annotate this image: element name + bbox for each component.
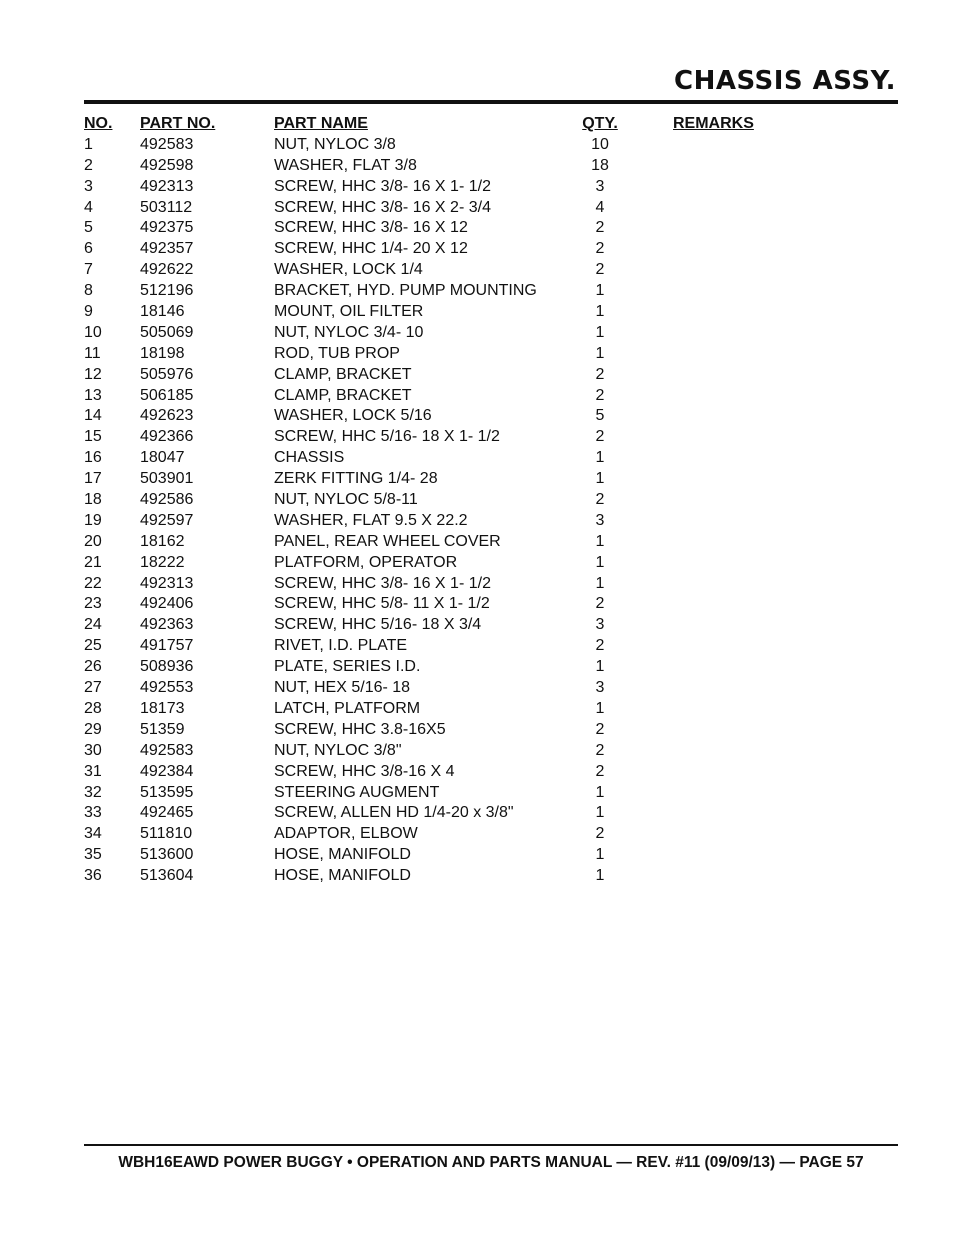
row-part-name: WASHER, FLAT 3/8 [274, 156, 417, 174]
column-header-remarks: REMARKS [673, 115, 754, 132]
row-part-no: 511810 [140, 825, 193, 843]
row-qty: 2 [595, 365, 605, 383]
table-row [84, 741, 784, 762]
row-qty: 1 [595, 344, 605, 362]
row-part-name: LATCH, PLATFORM [274, 699, 421, 717]
row-part-name: WASHER, FLAT 9.5 X 22.2 [274, 511, 468, 529]
row-part-no: 492597 [140, 511, 194, 529]
row-qty: 2 [595, 386, 605, 404]
row-part-no: 505976 [140, 365, 194, 383]
row-item-no: 7 [84, 261, 93, 279]
row-qty: 2 [595, 762, 605, 780]
row-item-no: 23 [84, 595, 102, 613]
column-header-no: NO. [84, 115, 113, 132]
row-part-name: SCREW, HHC 5/16- 18 X 1- 1/2 [274, 428, 500, 446]
row-qty: 1 [595, 846, 605, 864]
row-part-no: 492598 [140, 156, 194, 174]
row-part-no: 492363 [140, 616, 194, 634]
row-part-no: 492313 [140, 574, 194, 592]
table-row [84, 803, 784, 824]
row-part-name: SCREW, HHC 3/8- 16 X 2- 3/4 [274, 198, 491, 216]
row-part-no: 492366 [140, 428, 194, 446]
table-row [84, 490, 784, 511]
row-part-name: SCREW, HHC 3/8-16 X 4 [274, 762, 455, 780]
table-row [84, 720, 784, 741]
row-part-name: CLAMP, BRACKET [274, 386, 412, 404]
table-row [84, 281, 784, 302]
row-part-no: 503112 [140, 198, 193, 216]
row-item-no: 32 [84, 783, 102, 801]
row-qty: 1 [595, 804, 605, 822]
row-part-name: RIVET, I.D. PLATE [274, 637, 408, 655]
row-qty: 2 [595, 741, 605, 759]
row-part-no: 18162 [140, 532, 185, 550]
row-part-name: SCREW, HHC 1/4- 20 X 12 [274, 240, 468, 258]
column-header-part-name: PART NAME [274, 115, 368, 132]
row-qty: 2 [595, 720, 605, 738]
table-body [84, 135, 784, 887]
row-part-name: ADAPTOR, ELBOW [274, 825, 418, 843]
row-part-name: CLAMP, BRACKET [274, 365, 412, 383]
row-part-name: NUT, HEX 5/16- 18 [274, 679, 411, 697]
row-qty: 1 [595, 553, 605, 571]
table-row [84, 302, 784, 323]
table-row [84, 135, 784, 156]
page-footer: WBH16EAWD POWER BUGGY • OPERATION AND PARTS MANUAL — REV. #11 (09/09/13) — PAGE 57 [118, 1154, 864, 1171]
table-row [84, 177, 784, 198]
table-row [84, 323, 784, 344]
table-row [84, 406, 784, 427]
row-part-name: SCREW, HHC 5/8- 11 X 1- 1/2 [274, 595, 490, 613]
row-item-no: 36 [84, 867, 102, 885]
row-qty: 1 [595, 783, 605, 801]
row-qty: 2 [595, 261, 605, 279]
table-row [84, 762, 784, 783]
row-qty: 1 [595, 867, 605, 885]
table-row [84, 574, 784, 595]
row-part-no: 512196 [140, 282, 194, 300]
row-item-no: 30 [84, 741, 102, 759]
table-row [84, 511, 784, 532]
row-part-no: 492583 [140, 741, 194, 759]
table-row [84, 783, 784, 804]
column-header-part-no: PART NO. [140, 115, 216, 132]
row-qty: 1 [595, 303, 605, 321]
row-part-name: HOSE, MANIFOLD [274, 846, 411, 864]
row-qty: 1 [595, 323, 605, 341]
row-part-name: STEERING AUGMENT [274, 783, 440, 801]
row-part-name: WASHER, LOCK 1/4 [274, 261, 423, 279]
row-qty: 2 [595, 240, 605, 258]
table-row [84, 866, 784, 887]
row-part-no: 51359 [140, 720, 185, 738]
footer-rule [84, 1144, 898, 1146]
row-item-no: 4 [84, 198, 93, 216]
row-qty: 2 [595, 428, 605, 446]
row-qty: 10 [591, 135, 609, 153]
row-item-no: 29 [84, 720, 102, 738]
row-item-no: 15 [84, 428, 102, 446]
row-part-name: NUT, NYLOC 5/8-11 [274, 491, 418, 509]
row-qty: 18 [591, 156, 609, 174]
row-part-no: 513604 [140, 867, 194, 885]
table-row [84, 156, 784, 177]
row-part-no: 505069 [140, 323, 194, 341]
row-item-no: 13 [84, 386, 102, 404]
table-row [84, 427, 784, 448]
row-item-no: 24 [84, 616, 102, 634]
row-part-no: 492583 [140, 135, 194, 153]
row-item-no: 35 [84, 846, 102, 864]
row-qty: 3 [595, 511, 605, 529]
row-item-no: 19 [84, 511, 102, 529]
row-part-no: 492553 [140, 679, 194, 697]
row-part-name: SCREW, HHC 3/8- 16 X 12 [274, 219, 468, 237]
row-qty: 1 [595, 532, 605, 550]
row-part-name: PANEL, REAR WHEEL COVER [274, 532, 501, 550]
row-item-no: 12 [84, 365, 102, 383]
row-part-no: 503901 [140, 470, 194, 488]
row-item-no: 18 [84, 491, 102, 509]
page-title: CHASSIS ASSY. [673, 66, 896, 96]
row-part-no: 492623 [140, 407, 194, 425]
row-part-no: 18146 [140, 303, 185, 321]
row-part-name: HOSE, MANIFOLD [274, 867, 411, 885]
row-qty: 3 [595, 616, 605, 634]
row-qty: 1 [595, 470, 605, 488]
row-part-name: SCREW, HHC 5/16- 18 X 3/4 [274, 616, 482, 634]
row-part-name: BRACKET, HYD. PUMP MOUNTING [274, 282, 537, 300]
row-item-no: 1 [84, 135, 93, 153]
row-item-no: 6 [84, 240, 93, 258]
row-qty: 1 [595, 574, 605, 592]
row-item-no: 14 [84, 407, 102, 425]
row-item-no: 3 [84, 177, 93, 195]
row-item-no: 10 [84, 323, 102, 341]
row-part-no: 492465 [140, 804, 194, 822]
table-row [84, 594, 784, 615]
row-item-no: 5 [84, 219, 93, 237]
row-part-no: 513595 [140, 783, 194, 801]
row-part-name: CHASSIS [274, 449, 345, 467]
row-item-no: 8 [84, 282, 93, 300]
row-part-no: 492406 [140, 595, 194, 613]
table-row [84, 615, 784, 636]
table-row [84, 198, 784, 219]
table-row [84, 365, 784, 386]
row-part-no: 18047 [140, 449, 185, 467]
parts-table [84, 114, 784, 887]
table-row [84, 386, 784, 407]
header-rule [84, 100, 898, 104]
row-part-name: NUT, NYLOC 3/4- 10 [274, 323, 424, 341]
row-part-name: SCREW, HHC 3/8- 16 X 1- 1/2 [274, 177, 491, 195]
table-row [84, 553, 784, 574]
row-qty: 2 [595, 595, 605, 613]
row-part-no: 492375 [140, 219, 194, 237]
row-part-no: 508936 [140, 658, 194, 676]
row-qty: 3 [595, 679, 605, 697]
row-part-name: ZERK FITTING 1/4- 28 [274, 470, 438, 488]
table-header-row [84, 114, 784, 135]
table-row [84, 448, 784, 469]
row-qty: 3 [595, 177, 605, 195]
row-part-no: 492622 [140, 261, 194, 279]
table-row [84, 260, 784, 281]
row-item-no: 25 [84, 637, 102, 655]
row-qty: 4 [595, 198, 605, 216]
row-item-no: 27 [84, 679, 102, 697]
table-row [84, 824, 784, 845]
row-item-no: 2 [84, 156, 93, 174]
table-row [84, 636, 784, 657]
row-part-name: SCREW, ALLEN HD 1/4-20 x 3/8" [274, 804, 514, 822]
row-part-no: 492384 [140, 762, 194, 780]
row-item-no: 20 [84, 532, 102, 550]
row-item-no: 33 [84, 804, 102, 822]
table-row [84, 678, 784, 699]
row-qty: 1 [595, 282, 605, 300]
table-row [84, 469, 784, 490]
row-item-no: 31 [84, 762, 102, 780]
row-item-no: 26 [84, 658, 102, 676]
row-part-name: NUT, NYLOC 3/8 [274, 135, 396, 153]
row-item-no: 9 [84, 303, 93, 321]
row-part-name: PLATFORM, OPERATOR [274, 553, 458, 571]
row-item-no: 22 [84, 574, 102, 592]
row-qty: 5 [595, 407, 605, 425]
row-item-no: 17 [84, 470, 102, 488]
row-part-name: SCREW, HHC 3.8-16X5 [274, 720, 446, 738]
row-part-no: 18222 [140, 553, 185, 571]
row-item-no: 16 [84, 449, 102, 467]
row-qty: 1 [595, 699, 605, 717]
column-header-qty: QTY. [582, 115, 618, 132]
row-part-no: 18198 [140, 344, 185, 362]
row-item-no: 28 [84, 699, 102, 717]
row-qty: 2 [595, 219, 605, 237]
row-qty: 1 [595, 658, 605, 676]
row-qty: 2 [595, 637, 605, 655]
row-item-no: 34 [84, 825, 102, 843]
row-qty: 2 [595, 491, 605, 509]
table-row [84, 239, 784, 260]
row-part-no: 491757 [140, 637, 194, 655]
row-part-no: 492313 [140, 177, 194, 195]
row-part-name: ROD, TUB PROP [274, 344, 400, 362]
table-row [84, 532, 784, 553]
row-part-no: 492357 [140, 240, 194, 258]
row-part-name: PLATE, SERIES I.D. [274, 658, 421, 676]
row-part-name: NUT, NYLOC 3/8" [274, 741, 402, 759]
row-part-name: SCREW, HHC 3/8- 16 X 1- 1/2 [274, 574, 491, 592]
row-item-no: 11 [84, 344, 101, 362]
row-qty: 1 [595, 449, 605, 467]
table-row [84, 699, 784, 720]
table-row [84, 344, 784, 365]
row-part-no: 18173 [140, 699, 185, 717]
row-part-no: 506185 [140, 386, 194, 404]
row-part-name: WASHER, LOCK 5/16 [274, 407, 432, 425]
table-row [84, 218, 784, 239]
row-part-no: 492586 [140, 491, 194, 509]
row-qty: 2 [595, 825, 605, 843]
row-part-no: 513600 [140, 846, 194, 864]
table-row [84, 657, 784, 678]
row-item-no: 21 [84, 553, 102, 571]
table-row [84, 845, 784, 866]
row-part-name: MOUNT, OIL FILTER [274, 303, 424, 321]
